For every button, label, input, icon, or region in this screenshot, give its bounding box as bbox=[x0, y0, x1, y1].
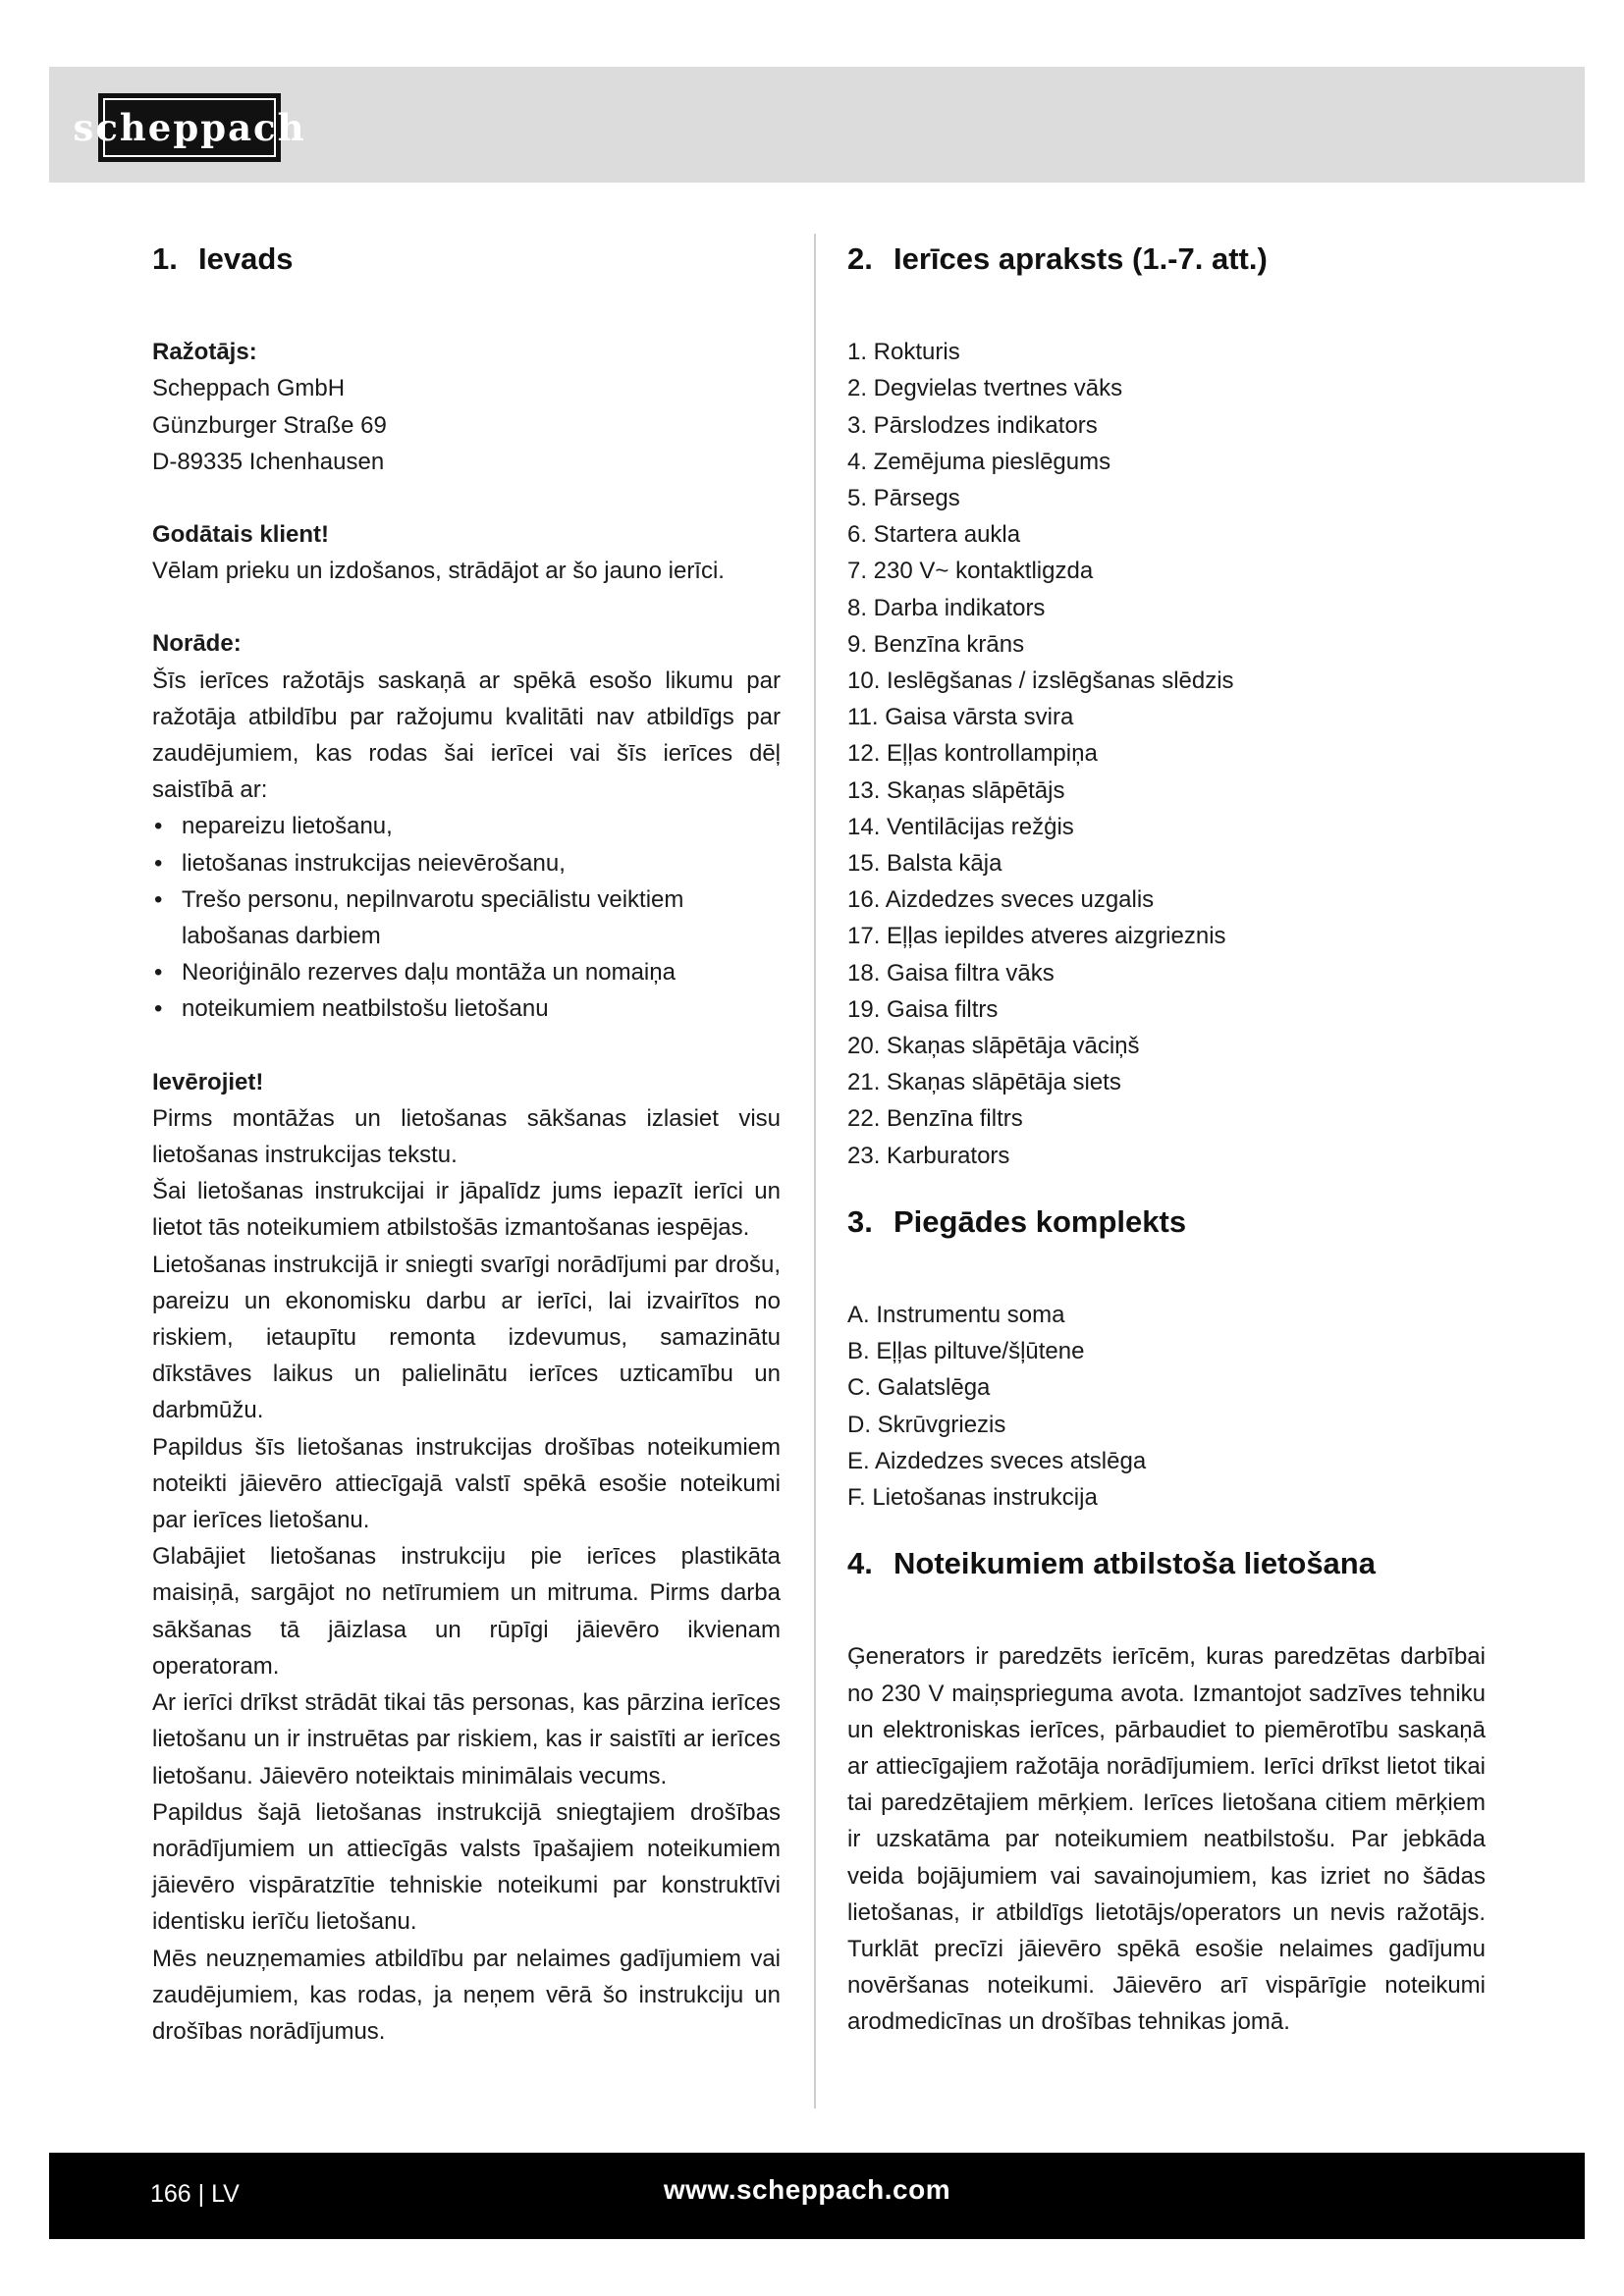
attention-paragraph: Mēs neuzņemamies atbildību par nelaimes gadījumiem vai zaudējumiem, kas rodas, ja neņem vērā šo instrukciju un drošības norādījumus. bbox=[152, 1945, 781, 2045]
section-4-heading bbox=[847, 1545, 1486, 1581]
manufacturer-label: Ražotājs: bbox=[152, 339, 257, 366]
attention-paragraph: Papildus šīs lietošanas instrukcijas drošības noteikumiem noteikti jāievēro attiecīgajā valstī spēkā esošie noteikumi par ierīces lietošanu. bbox=[152, 1433, 781, 1534]
list-item: 22. Benzīna filtrs bbox=[847, 1105, 1023, 1133]
list-item: • nepareizu lietošanu, bbox=[152, 808, 781, 844]
list-item: 7. 230 V~ kontaktligzda bbox=[847, 558, 1094, 585]
list-item: E. Aizdedzes sveces atslēga bbox=[847, 1447, 1147, 1474]
list-item: • Trešo personu, nepilnvarotu speciālistu veiktiem labošanas darbiem bbox=[152, 881, 781, 954]
list-item: 21. Skaņas slāpētāja siets bbox=[847, 1069, 1121, 1096]
note-text: Šīs ierīces ražotājs saskaņā ar spēkā esošo likumu par ražotāja atbildību par ražojumu kvalitāti nav atbildīgs par zaudējumiem, kas rodas šai ierīcei vai šīs ierīces dēļ saistībā ar: bbox=[152, 667, 781, 804]
list-item: C. Galatslēga bbox=[847, 1374, 991, 1402]
manufacturer-line: Scheppach GmbH bbox=[152, 375, 346, 402]
list-item: F. Lietošanas instrukcija bbox=[847, 1484, 1098, 1512]
manufacturer-line: Günzburger Straße 69 bbox=[152, 411, 387, 439]
left-column bbox=[152, 240, 781, 2050]
list-item: D. Skrūvgriezis bbox=[847, 1411, 1006, 1438]
list-item: 19. Gaisa filtrs bbox=[847, 995, 999, 1023]
list-item: 12. Eļļas kontrollampiņa bbox=[847, 740, 1098, 768]
note-block bbox=[152, 625, 781, 1027]
list-item: A. Instrumentu soma bbox=[847, 1302, 1065, 1329]
header-band bbox=[49, 67, 1585, 183]
greeting-label: Godātais klient! bbox=[152, 521, 330, 548]
list-item: 11. Gaisa vārsta svira bbox=[847, 704, 1074, 731]
delivery-list bbox=[847, 1297, 1486, 1516]
attention-paragraph: Lietošanas instrukcijā ir sniegti svarīgi norādījumi par drošu, pareizu un ekonomisku darbu ar ierīci, lai izvairītos no riskiem, ietaupītu remonta izdevumus, samazinātu dīkstāves laikus un palielinātu ierīces uzticamību un darbmūžu. bbox=[152, 1251, 781, 1424]
note-label: Norāde: bbox=[152, 630, 242, 658]
list-item: 9. Benzīna krāns bbox=[847, 630, 1025, 658]
section-4-text: Ģenerators ir paredzēts ierīcēm, kuras paredzētas darbībai no 230 V maiņsprieguma avota. Izmantojot sadzīves tehniku un elektroniskas ierīces, pārbaudiet to piemērotību saskaņā ar attiecīgajiem ražotāja norādījumiem. Ierīci drīkst lietot tikai tai paredzētajiem mērķiem. Ierīces lietošana citiem mērķiem ir uzskatāma par noteikumiem neatbilstošu. Par jebkāda veida bojājumiem vai savainojumiem, kas izriet no šādas lietošanas, ir atbildīgs lietotājs/operators un nevis ražotājs. Turklāt precīzi jāievēro spēkā esošie nelaimes gadījumu novēršanas noteikumi. Jāievēro arī vispārīgie noteikumi arodmedicīnas un drošības tehnikas jomā. bbox=[847, 1643, 1486, 2036]
section-2-title: Ierīces apraksts (1.-7. att.) bbox=[893, 241, 1268, 276]
list-item: 13. Skaņas slāpētājs bbox=[847, 776, 1065, 804]
list-item: 10. Ieslēgšanas / izslēgšanas slēdzis bbox=[847, 667, 1234, 695]
list-item: B. Eļļas piltuve/šļūtene bbox=[847, 1338, 1085, 1365]
list-item: 23. Karburators bbox=[847, 1142, 1010, 1169]
section-4-title: Noteikumiem atbilstoša lietošana bbox=[893, 1546, 1376, 1581]
list-item: 3. Pārslodzes indikators bbox=[847, 411, 1098, 439]
attention-paragraph: Pirms montāžas un lietošanas sākšanas izlasiet visu lietošanas instrukcijas tekstu. bbox=[152, 1104, 781, 1169]
section-2-number: 2. bbox=[847, 241, 873, 276]
list-item: • Neoriģinālo rezerves daļu montāža un nomaiņa bbox=[152, 954, 781, 990]
manufacturer-line: D-89335 Ichenhausen bbox=[152, 448, 385, 475]
list-item: 1. Rokturis bbox=[847, 339, 960, 366]
footer-band bbox=[49, 2153, 1585, 2239]
list-item: 2. Degvielas tvertnes vāks bbox=[847, 375, 1123, 402]
attention-label: Ievērojiet! bbox=[152, 1068, 264, 1095]
section-4-number: 4. bbox=[847, 1546, 873, 1581]
attention-paragraph: Glabājiet lietošanas instrukciju pie ierīces plastikāta maisiņā, sargājot no netīrumiem un mitruma. Pirms darba sākšanas tā jāizlasa un rūpīgi jāievēro ikvienam operatoram. bbox=[152, 1543, 781, 1680]
attention-paragraph: Ar ierīci drīkst strādāt tikai tās personas, kas pārzina ierīces lietošanu un ir instruētas par riskiem, kas ir saistīti ar ierīces lietošanu. Jāievēro noteiktais minimālais vecums. bbox=[152, 1689, 781, 1789]
section-3-heading bbox=[847, 1203, 1486, 1240]
list-item: • lietošanas instrukcijas neievērošanu, bbox=[152, 845, 781, 881]
manufacturer-block bbox=[152, 334, 781, 480]
greeting-block bbox=[152, 516, 781, 589]
section-2-heading bbox=[847, 240, 1486, 277]
list-item: 17. Eļļas iepildes atveres aizgrieznis bbox=[847, 923, 1226, 950]
list-item: 6. Startera aukla bbox=[847, 521, 1021, 549]
section-3-number: 3. bbox=[847, 1203, 873, 1239]
list-item: 8. Darba indikators bbox=[847, 594, 1046, 621]
note-list bbox=[152, 808, 781, 1027]
list-item: 16. Aizdedzes sveces uzgalis bbox=[847, 886, 1155, 914]
parts-list bbox=[847, 334, 1486, 1174]
list-item: 5. Pārsegs bbox=[847, 485, 960, 511]
attention-block bbox=[152, 1064, 781, 2050]
right-column bbox=[847, 240, 1486, 2041]
section-1-heading bbox=[152, 240, 781, 277]
attention-paragraph: Papildus šajā lietošanas instrukcijā sniegtajiem drošības norādījumiem un attiecīgās valsts īpašajiem noteikumiem jāievēro vispāratzītie tehniskie noteikumi par konstruktīvi identisku ierīču lietošanu. bbox=[152, 1798, 781, 1936]
section-1-number: 1. bbox=[152, 241, 178, 276]
scheppach-logo: scheppach bbox=[98, 93, 281, 162]
column-divider bbox=[814, 234, 816, 2109]
section-1-title: Ievads bbox=[198, 241, 294, 276]
website-link[interactable]: www.scheppach.com bbox=[663, 2174, 951, 2205]
attention-paragraph: Šai lietošanas instrukcijai ir jāpalīdz jums iepazīt ierīci un lietot tās noteikumiem atbilstošās izmantošanas iespējas. bbox=[152, 1178, 781, 1242]
greeting-text: Vēlam prieku un izdošanos, strādājot ar šo jauno ierīci. bbox=[152, 558, 725, 585]
section-3-title: Piegādes komplekts bbox=[893, 1203, 1187, 1239]
list-item: 18. Gaisa filtra vāks bbox=[847, 959, 1055, 987]
list-item: 14. Ventilācijas režģis bbox=[847, 813, 1074, 840]
list-item: 15. Balsta kāja bbox=[847, 850, 1002, 878]
list-item: 20. Skaņas slāpētāja vāciņš bbox=[847, 1033, 1140, 1060]
page-number: 166 | LV bbox=[150, 2180, 240, 2208]
list-item: 4. Zemējuma pieslēgums bbox=[847, 448, 1111, 475]
list-item: • noteikumiem neatbilstošu lietošanu bbox=[152, 990, 781, 1027]
